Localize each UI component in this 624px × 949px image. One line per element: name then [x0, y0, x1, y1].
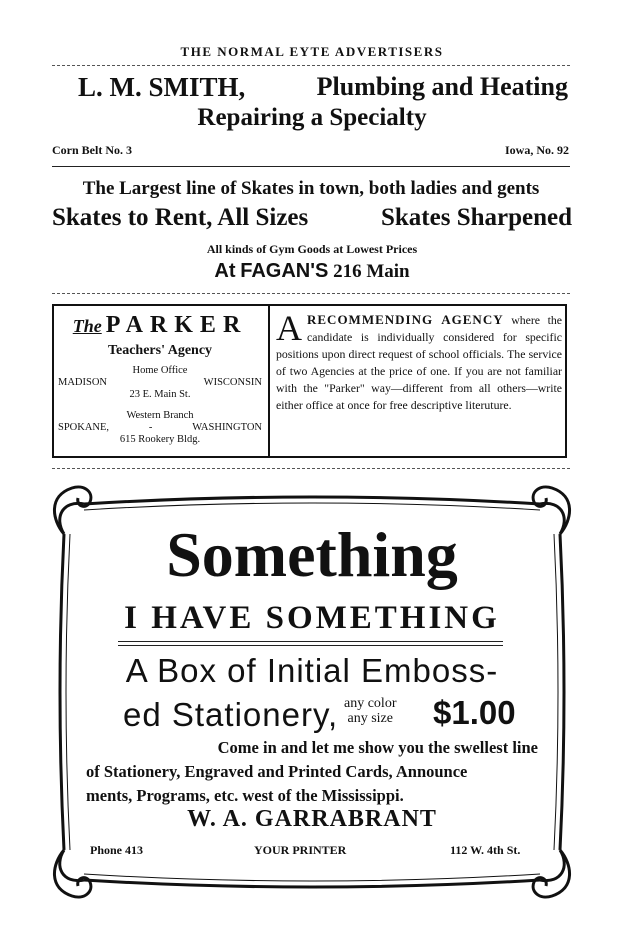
parker-branch-city: SPOKANE, — [58, 422, 110, 433]
garrabrant-body-line3: ments, Programs, etc. west of the Mississippi. — [86, 786, 404, 805]
fagan-skates-line: The Largest line of Skates in town, both ladies and gents — [82, 178, 540, 199]
fagan-rent: Skates to Rent, All Sizes — [52, 204, 309, 231]
garrabrant-body-line2: of Stationery, Engraved and Printed Cards, Announce — [86, 762, 468, 781]
smith-trade: Plumbing and Heating — [316, 72, 568, 101]
parker-branch-row — [56, 422, 264, 434]
garrabrant-offer-line1: A Box of Initial Emboss- — [125, 652, 499, 689]
smith-name: L. M. SMITH, — [78, 72, 246, 102]
parker-drop-cap: A — [276, 308, 302, 348]
parker-the: The — [72, 316, 102, 336]
rule — [118, 645, 503, 646]
garrabrant-price: $1.00 — [433, 694, 516, 731]
garrabrant-phone: Phone 413 — [90, 843, 144, 857]
fagan-sharpen: Skates Sharpened — [380, 204, 572, 231]
parker-left-panel — [56, 312, 264, 446]
garrabrant-options — [344, 696, 396, 726]
parker-divider — [268, 306, 270, 456]
smith-phone-left: Corn Belt No. 3 — [52, 143, 132, 157]
rule — [118, 641, 503, 642]
parker-branch-street: 615 Rookery Bldg. — [119, 434, 201, 445]
rule — [52, 293, 570, 294]
fagan-store-line — [0, 260, 624, 283]
parker-home-label: Home Office — [132, 365, 188, 376]
rule — [52, 65, 570, 66]
corner-scroll-bl — [54, 850, 90, 897]
smith-specialty: Repairing a Specialty — [197, 104, 427, 131]
parker-name: PARKER — [105, 312, 248, 338]
fagan-address: 216 Main — [333, 261, 410, 282]
running-head: THE NORMAL EYTE ADVERTISERS — [180, 44, 444, 59]
parker-ad-box — [52, 304, 567, 458]
smith-phone-right: Iowa, No. 92 — [504, 143, 569, 157]
garrabrant-headline: Something — [166, 519, 458, 590]
parker-branch-dash: - — [148, 422, 153, 433]
garrabrant-name: W. A. GARRABRANT — [187, 806, 437, 832]
garrabrant-body-line1: Come in and let me show you the swellest line — [217, 738, 538, 757]
parker-home-street: 23 E. Main St. — [129, 389, 191, 400]
garrabrant-address: 112 W. 4th St. — [450, 843, 521, 857]
parker-branch-state: WASHINGTON — [192, 422, 262, 433]
corner-scroll-br — [533, 850, 569, 897]
parker-lead: RECOMMENDING AGENCY — [307, 312, 504, 327]
fagan-at: At — [214, 260, 236, 282]
parker-home-state: WISCONSIN — [203, 377, 262, 388]
parker-home-city: MADISON — [58, 377, 108, 388]
garrabrant-offer-line2: ed Stationery, — [123, 696, 339, 733]
rule — [52, 468, 570, 469]
garrabrant-body — [86, 736, 538, 808]
fagan-store: FAGAN'S — [240, 260, 329, 282]
garrabrant-option-size: any size — [347, 711, 393, 726]
garrabrant-option-color: any color — [344, 696, 397, 711]
garrabrant-role: YOUR PRINTER — [254, 843, 347, 857]
parker-body: where the candidate is individually considered for specific positions upon direct request of school officials. The service of two Agencies at the price of one. If you are not familiar with the "Parker" way—different from all others—write either office at once for free descriptive literuture. — [276, 313, 562, 412]
parker-description — [276, 308, 562, 413]
rule — [52, 166, 570, 167]
garrabrant-subhead: I HAVE SOMETHING — [124, 600, 500, 636]
parker-home-row — [56, 377, 264, 389]
parker-agency: Teachers' Agency — [107, 343, 213, 358]
parker-branch-label: Western Branch — [126, 410, 194, 421]
fagan-gym: All kinds of Gym Goods at Lowest Prices — [206, 242, 418, 256]
